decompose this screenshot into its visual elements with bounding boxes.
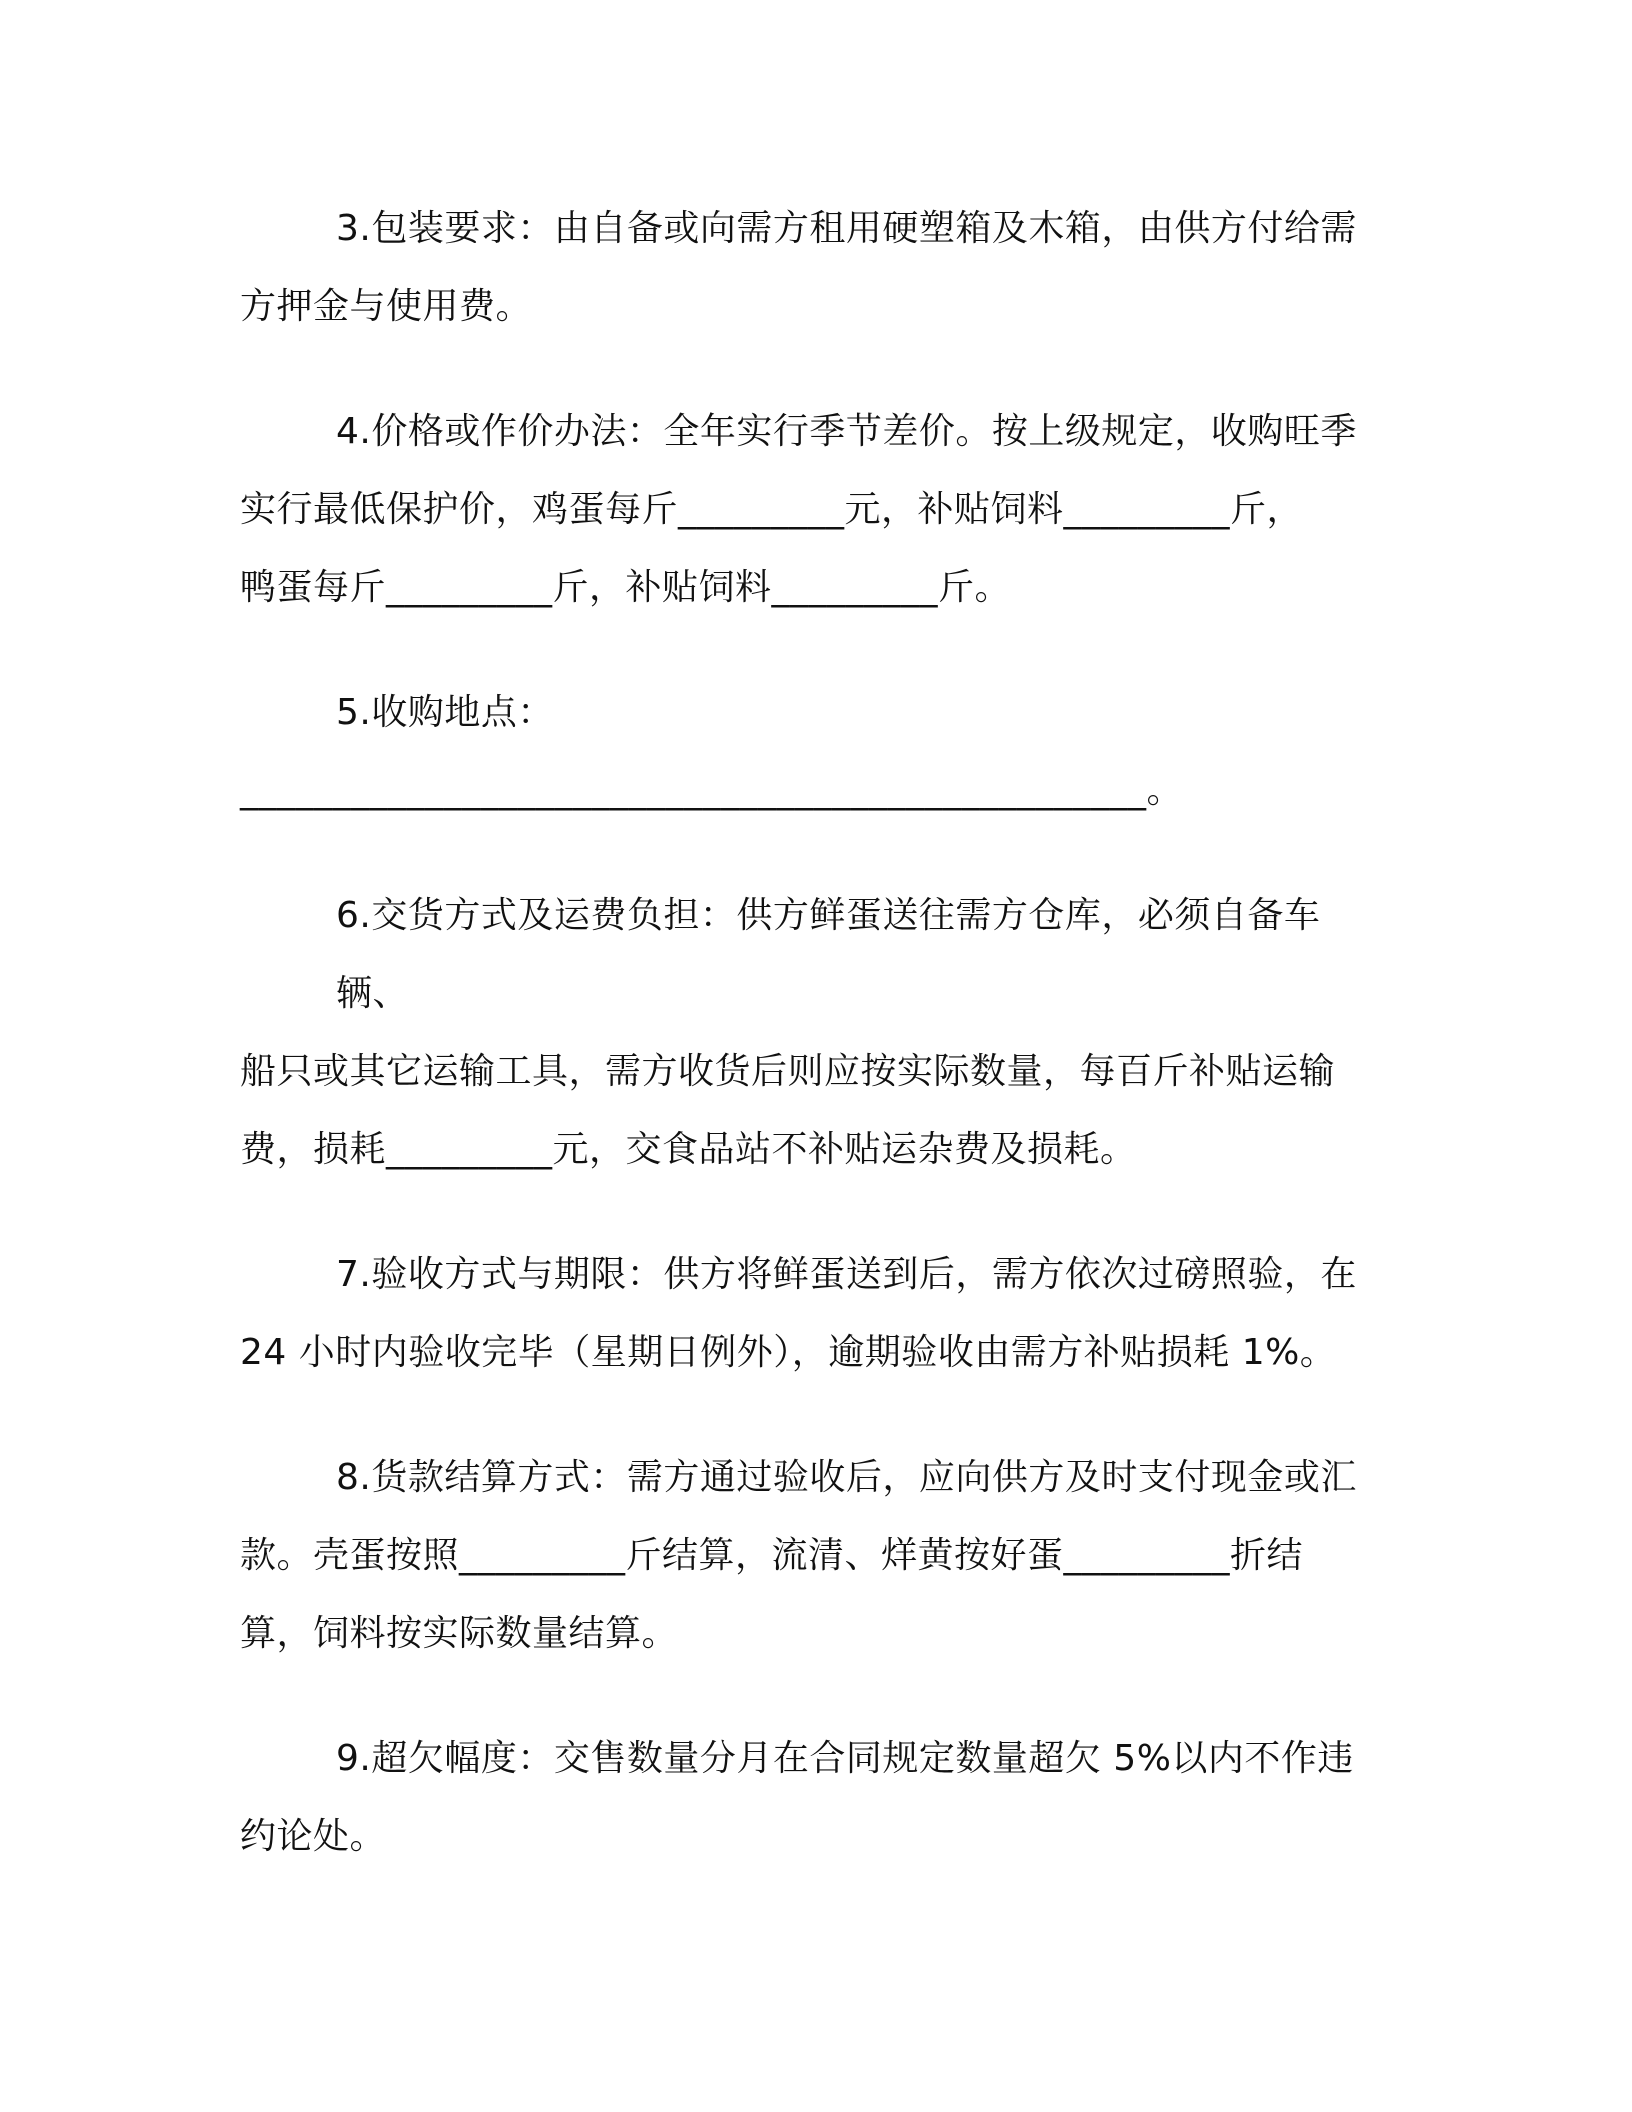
text-line: 4.价格或作价办法：全年实行季节差价。按上级规定，收购旺季 [336, 411, 1357, 452]
text-line: 8.货款结算方式：需方通过验收后，应向供方及时支付现金或汇 [336, 1457, 1357, 1498]
clause-9-variance [240, 1720, 1390, 1876]
text-line: 实行最低保护价，鸡蛋每斤_________元，补贴饲料_________斤， [240, 489, 1304, 530]
text-line: 鸭蛋每斤_________斤，补贴饲料_________斤。 [240, 567, 1012, 608]
text-line: _________________________________________________。 [240, 770, 1183, 811]
text-line: 6.交货方式及运费负担：供方鲜蛋送往需方仓库，必须自备车辆、 [336, 895, 1321, 1014]
text-line: 船只或其它运输工具，需方收货后则应按实际数量，每百斤补贴运输 [240, 1051, 1336, 1092]
text-line: 24 小时内验收完毕（星期日例外），逾期验收由需方补贴损耗 1%。 [240, 1332, 1337, 1373]
clause-3-packaging [240, 190, 1390, 346]
text-line: 7.验收方式与期限：供方将鲜蛋送到后，需方依次过磅照验，在 [336, 1254, 1357, 1295]
text-line: 款。壳蛋按照_________斤结算，流清、烊黄按好蛋_________折结 [240, 1535, 1304, 1576]
clause-8-settlement [240, 1439, 1390, 1673]
clause-4-pricing [240, 393, 1390, 627]
text-line: 5.收购地点： [336, 692, 554, 733]
text-line: 3.包装要求：由自备或向需方租用硬塑箱及木箱，由供方付给需 [336, 208, 1357, 249]
text-line: 9.超欠幅度：交售数量分月在合同规定数量超欠 5%以内不作违 [336, 1738, 1354, 1779]
clause-7-inspection [240, 1236, 1390, 1392]
clause-5-purchase-location [240, 674, 1390, 830]
text-line: 费，损耗_________元，交食品站不补贴运杂费及损耗。 [240, 1129, 1137, 1170]
clause-6-delivery [240, 877, 1390, 1189]
text-line: 算，饲料按实际数量结算。 [240, 1613, 679, 1654]
text-line: 方押金与使用费。 [240, 286, 533, 327]
text-line: 约论处。 [240, 1816, 387, 1857]
document-body [240, 190, 1390, 1923]
